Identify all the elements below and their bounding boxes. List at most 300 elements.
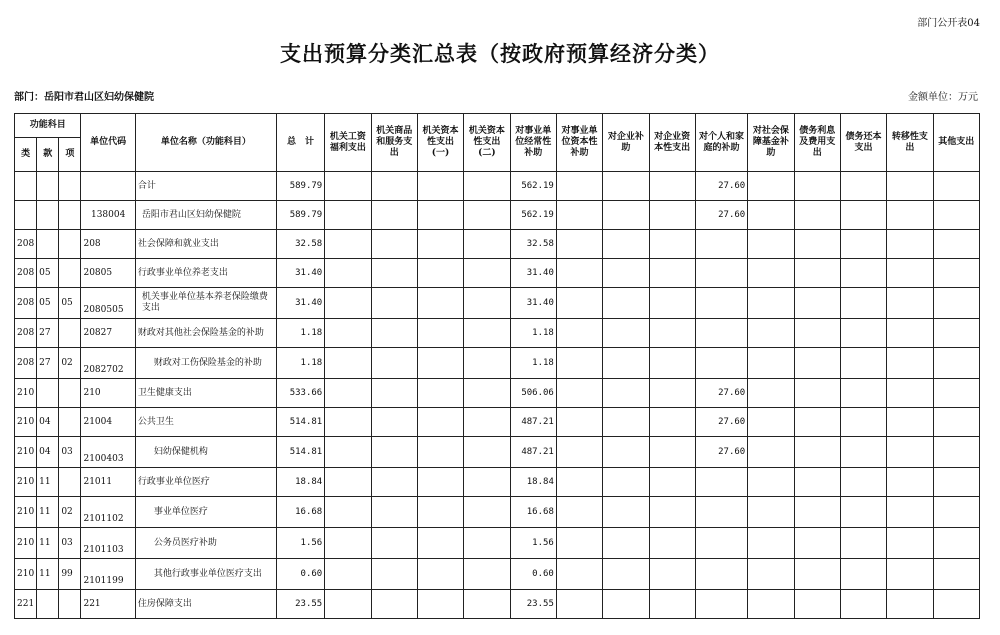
cell-empty — [371, 201, 417, 230]
header-econ-6: 对企业补助 — [603, 114, 649, 172]
cell-empty — [748, 230, 794, 259]
cell-empty — [887, 408, 933, 437]
cell-empty — [933, 172, 979, 201]
cell-total: 1.18 — [276, 348, 324, 379]
cell-empty — [840, 288, 886, 319]
cell-empty — [649, 559, 695, 590]
cell-empty — [794, 230, 840, 259]
cell-empty — [933, 559, 979, 590]
cell-pub-regular: 23.55 — [510, 590, 556, 619]
cell-empty — [887, 319, 933, 348]
cell-empty — [794, 468, 840, 497]
cell-code: 221 — [81, 590, 135, 619]
cell-name: 事业单位医疗 — [135, 497, 276, 528]
cell-empty — [325, 288, 371, 319]
cell-code: 2080505 — [81, 288, 135, 319]
cell-empty — [464, 319, 510, 348]
cell-empty — [794, 437, 840, 468]
cell-empty — [417, 201, 463, 230]
header-econ-12: 转移性支出 — [887, 114, 933, 172]
cell-empty — [649, 497, 695, 528]
cell-empty — [556, 437, 602, 468]
cell-empty — [417, 437, 463, 468]
header-xiang: 项 — [59, 138, 81, 172]
cell-empty — [325, 172, 371, 201]
cell-code: 2082702 — [81, 348, 135, 379]
cell-empty — [371, 319, 417, 348]
header-econ-3: 机关资本性支出(二) — [464, 114, 510, 172]
cell-empty — [556, 468, 602, 497]
cell-empty — [794, 201, 840, 230]
cell-empty — [649, 437, 695, 468]
cell-kuan — [37, 201, 59, 230]
header-econ-0: 机关工资福利支出 — [325, 114, 371, 172]
cell-empty — [887, 468, 933, 497]
table-row — [15, 348, 980, 379]
cell-xiang — [59, 408, 81, 437]
cell-name: 卫生健康支出 — [135, 379, 276, 408]
cell-pub-regular: 1.18 — [510, 348, 556, 379]
cell-empty — [325, 348, 371, 379]
cell-empty — [840, 230, 886, 259]
cell-code: 138004 — [81, 201, 135, 230]
cell-empty — [417, 408, 463, 437]
cell-xiang: 05 — [59, 288, 81, 319]
cell-xiang — [59, 468, 81, 497]
cell-pub-regular: 1.18 — [510, 319, 556, 348]
cell-empty — [649, 590, 695, 619]
cell-personal: 27.60 — [695, 379, 747, 408]
cell-empty — [794, 348, 840, 379]
cell-lei: 210 — [15, 408, 37, 437]
cell-empty — [840, 590, 886, 619]
cell-code: 20827 — [81, 319, 135, 348]
cell-empty — [325, 528, 371, 559]
cell-empty — [933, 288, 979, 319]
cell-empty — [325, 468, 371, 497]
cell-empty — [417, 172, 463, 201]
cell-empty — [603, 559, 649, 590]
cell-empty — [748, 559, 794, 590]
cell-empty — [933, 319, 979, 348]
cell-empty — [887, 172, 933, 201]
cell-xiang: 03 — [59, 528, 81, 559]
cell-empty — [371, 437, 417, 468]
cell-empty — [649, 201, 695, 230]
cell-empty — [464, 528, 510, 559]
cell-empty — [417, 497, 463, 528]
cell-empty — [649, 528, 695, 559]
cell-xiang: 99 — [59, 559, 81, 590]
cell-empty — [887, 288, 933, 319]
cell-empty — [603, 201, 649, 230]
table-row — [15, 259, 980, 288]
cell-empty — [794, 172, 840, 201]
cell-code: 2100403 — [81, 437, 135, 468]
cell-total: 31.40 — [276, 288, 324, 319]
cell-empty — [603, 288, 649, 319]
cell-empty — [464, 468, 510, 497]
cell-total: 31.40 — [276, 259, 324, 288]
cell-code: 20805 — [81, 259, 135, 288]
cell-xiang: 02 — [59, 497, 81, 528]
cell-empty — [887, 259, 933, 288]
cell-empty — [887, 559, 933, 590]
cell-pub-regular: 31.40 — [510, 259, 556, 288]
cell-empty — [933, 437, 979, 468]
cell-empty — [325, 319, 371, 348]
cell-name: 社会保障和就业支出 — [135, 230, 276, 259]
cell-empty — [325, 437, 371, 468]
cell-empty — [887, 348, 933, 379]
cell-lei: 210 — [15, 559, 37, 590]
cell-kuan: 04 — [37, 437, 59, 468]
cell-pub-regular: 487.21 — [510, 408, 556, 437]
cell-personal: 27.60 — [695, 172, 747, 201]
cell-empty — [933, 230, 979, 259]
cell-empty — [748, 379, 794, 408]
cell-name: 机关事业单位基本养老保险缴费支出 — [135, 288, 276, 319]
header-kuan: 款 — [37, 138, 59, 172]
cell-total: 1.56 — [276, 528, 324, 559]
cell-name: 住房保障支出 — [135, 590, 276, 619]
cell-empty — [371, 468, 417, 497]
cell-empty — [887, 590, 933, 619]
cell-empty — [933, 468, 979, 497]
cell-empty — [464, 590, 510, 619]
cell-empty — [556, 259, 602, 288]
cell-code: 208 — [81, 230, 135, 259]
cell-empty — [417, 468, 463, 497]
cell-empty — [603, 230, 649, 259]
cell-empty — [464, 559, 510, 590]
cell-empty — [371, 408, 417, 437]
table-row — [15, 230, 980, 259]
cell-empty — [556, 497, 602, 528]
cell-empty — [840, 559, 886, 590]
table-row — [15, 497, 980, 528]
cell-total: 16.68 — [276, 497, 324, 528]
cell-lei: 210 — [15, 528, 37, 559]
cell-lei: 208 — [15, 230, 37, 259]
cell-empty — [325, 590, 371, 619]
cell-total: 589.79 — [276, 172, 324, 201]
cell-empty — [556, 379, 602, 408]
cell-empty — [417, 319, 463, 348]
cell-xiang — [59, 590, 81, 619]
cell-name: 行政事业单位医疗 — [135, 468, 276, 497]
cell-empty — [464, 201, 510, 230]
cell-empty — [417, 559, 463, 590]
cell-empty — [887, 497, 933, 528]
cell-empty — [556, 230, 602, 259]
cell-empty — [887, 379, 933, 408]
cell-empty — [748, 468, 794, 497]
cell-empty — [748, 172, 794, 201]
header-econ-7: 对企业资本性支出 — [649, 114, 695, 172]
header-econ-9: 对社会保障基金补助 — [748, 114, 794, 172]
cell-empty — [887, 201, 933, 230]
cell-total: 0.60 — [276, 559, 324, 590]
cell-empty — [371, 348, 417, 379]
cell-personal — [695, 230, 747, 259]
cell-empty — [933, 408, 979, 437]
cell-pub-regular: 0.60 — [510, 559, 556, 590]
table-row — [15, 288, 980, 319]
cell-kuan: 05 — [37, 288, 59, 319]
cell-empty — [794, 497, 840, 528]
page-title: 支出预算分类汇总表（按政府预算经济分类） — [280, 41, 720, 66]
cell-name: 公共卫生 — [135, 408, 276, 437]
cell-total: 23.55 — [276, 590, 324, 619]
cell-empty — [649, 379, 695, 408]
cell-empty — [464, 437, 510, 468]
cell-empty — [464, 172, 510, 201]
cell-personal: 27.60 — [695, 408, 747, 437]
cell-kuan: 11 — [37, 528, 59, 559]
cell-empty — [649, 348, 695, 379]
cell-empty — [840, 468, 886, 497]
cell-empty — [933, 348, 979, 379]
header-total: 总 计 — [276, 114, 324, 172]
cell-code: 21011 — [81, 468, 135, 497]
table-row — [15, 437, 980, 468]
cell-empty — [417, 528, 463, 559]
cell-pub-regular: 31.40 — [510, 288, 556, 319]
cell-empty — [464, 348, 510, 379]
table-row — [15, 319, 980, 348]
cell-empty — [556, 559, 602, 590]
cell-empty — [649, 408, 695, 437]
cell-xiang: 03 — [59, 437, 81, 468]
cell-kuan: 11 — [37, 559, 59, 590]
header-econ-8: 对个人和家庭的补助 — [695, 114, 747, 172]
cell-empty — [794, 590, 840, 619]
table-row — [15, 528, 980, 559]
header-econ-2: 机关资本性支出(一) — [417, 114, 463, 172]
header-func-subject: 功能科目 — [15, 114, 81, 138]
cell-empty — [371, 590, 417, 619]
cell-xiang — [59, 201, 81, 230]
cell-empty — [748, 497, 794, 528]
cell-empty — [325, 497, 371, 528]
cell-kuan: 27 — [37, 319, 59, 348]
cell-empty — [748, 437, 794, 468]
cell-name: 财政对工伤保险基金的补助 — [135, 348, 276, 379]
cell-empty — [840, 497, 886, 528]
table-row — [15, 559, 980, 590]
cell-pub-regular: 562.19 — [510, 201, 556, 230]
cell-lei: 208 — [15, 288, 37, 319]
cell-empty — [933, 259, 979, 288]
cell-name: 岳阳市君山区妇幼保健院 — [135, 201, 276, 230]
header-unit-code: 单位代码 — [81, 114, 135, 172]
table-row — [15, 201, 980, 230]
cell-code — [81, 172, 135, 201]
cell-empty — [556, 319, 602, 348]
cell-code: 2101199 — [81, 559, 135, 590]
cell-empty — [417, 348, 463, 379]
cell-personal — [695, 348, 747, 379]
cell-empty — [371, 230, 417, 259]
cell-empty — [933, 497, 979, 528]
cell-xiang — [59, 230, 81, 259]
cell-empty — [371, 559, 417, 590]
cell-kuan — [37, 379, 59, 408]
cell-personal — [695, 528, 747, 559]
cell-empty — [325, 408, 371, 437]
cell-empty — [325, 259, 371, 288]
cell-empty — [371, 172, 417, 201]
cell-name: 行政事业单位养老支出 — [135, 259, 276, 288]
table-row — [15, 172, 980, 201]
cell-empty — [794, 528, 840, 559]
cell-empty — [933, 590, 979, 619]
cell-empty — [603, 172, 649, 201]
cell-empty — [556, 201, 602, 230]
cell-empty — [417, 288, 463, 319]
cell-empty — [933, 201, 979, 230]
cell-empty — [603, 348, 649, 379]
cell-lei: 210 — [15, 379, 37, 408]
header-unit-name: 单位名称（功能科目） — [135, 114, 276, 172]
cell-empty — [840, 319, 886, 348]
cell-empty — [464, 408, 510, 437]
cell-empty — [556, 288, 602, 319]
header-econ-10: 债务利息及费用支出 — [794, 114, 840, 172]
cell-empty — [371, 528, 417, 559]
cell-empty — [840, 408, 886, 437]
cell-total: 589.79 — [276, 201, 324, 230]
cell-empty — [748, 259, 794, 288]
cell-empty — [794, 408, 840, 437]
cell-personal — [695, 590, 747, 619]
table-row — [15, 468, 980, 497]
cell-empty — [417, 379, 463, 408]
cell-personal: 27.60 — [695, 437, 747, 468]
cell-xiang: 02 — [59, 348, 81, 379]
cell-total: 1.18 — [276, 319, 324, 348]
cell-empty — [603, 590, 649, 619]
cell-empty — [649, 288, 695, 319]
header-econ-4: 对事业单位经常性补助 — [510, 114, 556, 172]
cell-xiang — [59, 259, 81, 288]
cell-empty — [748, 590, 794, 619]
cell-lei: 210 — [15, 437, 37, 468]
cell-empty — [649, 319, 695, 348]
cell-empty — [794, 379, 840, 408]
cell-empty — [464, 379, 510, 408]
cell-total: 514.81 — [276, 437, 324, 468]
cell-empty — [840, 528, 886, 559]
cell-kuan: 11 — [37, 468, 59, 497]
cell-lei: 221 — [15, 590, 37, 619]
cell-empty — [933, 379, 979, 408]
cell-empty — [556, 348, 602, 379]
cell-empty — [417, 259, 463, 288]
header-lei: 类 — [15, 138, 37, 172]
cell-empty — [325, 379, 371, 408]
table-row — [15, 379, 980, 408]
cell-pub-regular: 1.56 — [510, 528, 556, 559]
header-econ-1: 机关商品和服务支出 — [371, 114, 417, 172]
cell-empty — [649, 172, 695, 201]
cell-empty — [603, 259, 649, 288]
cell-kuan — [37, 172, 59, 201]
cell-total: 32.58 — [276, 230, 324, 259]
cell-empty — [603, 468, 649, 497]
cell-empty — [748, 201, 794, 230]
cell-empty — [556, 590, 602, 619]
cell-empty — [887, 230, 933, 259]
table-row — [15, 408, 980, 437]
cell-code: 21004 — [81, 408, 135, 437]
cell-total: 514.81 — [276, 408, 324, 437]
cell-empty — [417, 590, 463, 619]
cell-empty — [325, 201, 371, 230]
header-econ-11: 债务还本支出 — [840, 114, 886, 172]
cell-empty — [649, 468, 695, 497]
header-econ-5: 对事业单位资本性补助 — [556, 114, 602, 172]
header-econ-13: 其他支出 — [933, 114, 979, 172]
cell-empty — [840, 201, 886, 230]
cell-empty — [556, 172, 602, 201]
cell-empty — [840, 437, 886, 468]
budget-table — [14, 113, 980, 619]
cell-personal: 27.60 — [695, 201, 747, 230]
cell-code: 2101103 — [81, 528, 135, 559]
cell-empty — [603, 437, 649, 468]
cell-empty — [748, 288, 794, 319]
cell-total: 18.84 — [276, 468, 324, 497]
cell-pub-regular: 16.68 — [510, 497, 556, 528]
form-number: 部门公开表04 — [917, 18, 980, 29]
amount-unit-label: 金额单位：万元 — [908, 92, 978, 103]
cell-empty — [840, 348, 886, 379]
cell-xiang — [59, 172, 81, 201]
cell-name: 公务员医疗补助 — [135, 528, 276, 559]
cell-empty — [794, 559, 840, 590]
cell-empty — [794, 259, 840, 288]
cell-empty — [371, 497, 417, 528]
cell-personal — [695, 559, 747, 590]
cell-name: 妇幼保健机构 — [135, 437, 276, 468]
cell-empty — [556, 528, 602, 559]
cell-empty — [371, 379, 417, 408]
cell-empty — [325, 230, 371, 259]
cell-pub-regular: 18.84 — [510, 468, 556, 497]
cell-empty — [603, 497, 649, 528]
cell-lei: 210 — [15, 468, 37, 497]
cell-empty — [840, 259, 886, 288]
cell-name: 其他行政事业单位医疗支出 — [135, 559, 276, 590]
cell-empty — [603, 319, 649, 348]
cell-lei: 208 — [15, 319, 37, 348]
cell-kuan: 05 — [37, 259, 59, 288]
cell-personal — [695, 497, 747, 528]
cell-empty — [840, 172, 886, 201]
cell-empty — [794, 288, 840, 319]
cell-empty — [556, 408, 602, 437]
cell-empty — [464, 230, 510, 259]
cell-empty — [371, 288, 417, 319]
cell-kuan — [37, 590, 59, 619]
cell-empty — [464, 497, 510, 528]
cell-empty — [840, 379, 886, 408]
cell-lei — [15, 201, 37, 230]
cell-empty — [464, 259, 510, 288]
cell-empty — [603, 379, 649, 408]
